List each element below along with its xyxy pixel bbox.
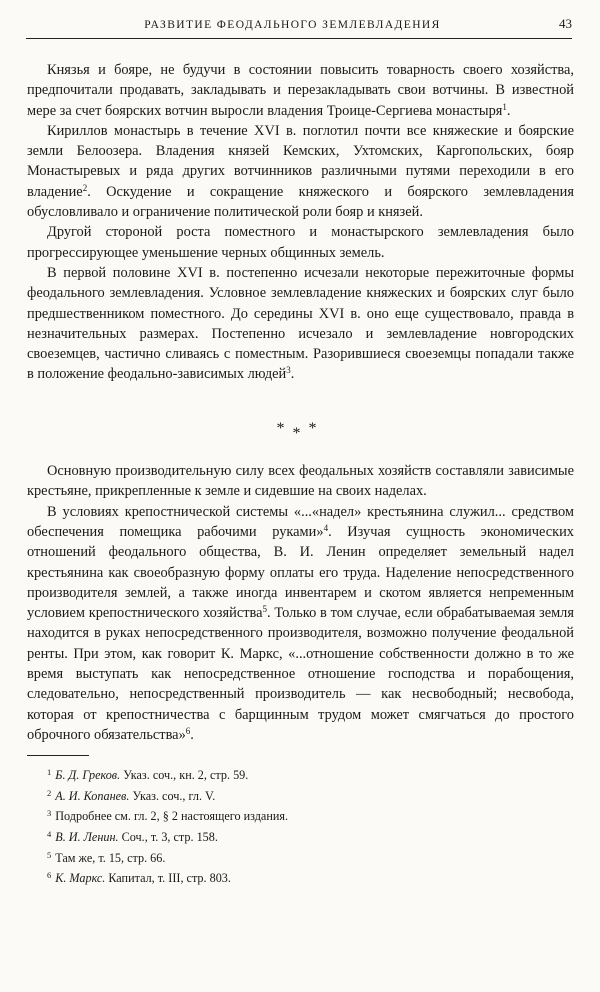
footnote: $^2$ А. И. Копанев. Указ. соч., гл. V. [47,787,216,803]
paragraph: Кириллов монастырь в течение XVI в. поглотил почти все княжеские и боярские земли Белоозера. Владения князей Кемских, Ухтомских, Каргопольских, бояр Монастыревых и ряда других вотчинников различными путями переходили в его владение$^2$. Оскудение и сокращение княжеского и боярского землевладения обусловливало и ограничение политической роли бояр и князей. [27,122,574,221]
paragraph: В условиях крепостнической системы «...«надел» крестьянина служил... средством обеспечения помещика рабочими руками»$^4$. Изучая сущность экономических отношений феодального общества, В. И. Ленин определяет земельный надел крестьянина как своеобразную форму оплаты его труда. Наделение непосредственного производителя землей, а также иногда инвентарем и скотом является непременным условием крепостнического хозяйства$^5$. Только в том случае, если обрабатываемая земля находится в руках непосредственного производителя, возможно получение феодальной ренты. При этом, как говорит К. Маркс, «...отношение собственности должно в то же время выступать как непосредственное отношение господства и порабощения, следовательно, непосредственный производитель — как несвободный; несвобода, которая от крепостничества с барщинным трудом может смягчаться до простого оброчного обязательства»$^6$. [27,503,574,743]
footnote: $^5$ Там же, т. 15, стр. 66. [47,849,166,865]
footnote-ref: 5 [262,604,267,615]
paragraph: Основную производительную силу всех феодальных хозяйств составляли зависимые крестьяне, прикрепленные к земле и сидевшие на своих наделах. [27,463,574,500]
paragraph: Князья и бояре, не будучи в состоянии повысить товарность своего хозяйства, предпочитали продавать, закладывать и перезакладывать свои вотчины. В известной мере за счет боярских вотчин выросли владения Троице-Сергиева монастыря$^1$. [27,62,574,119]
chapter-title: РАЗВИТИЕ ФЕОДАЛЬНОГО ЗЕМЛЕВЛАДЕНИЯ [144,19,441,31]
running-head [26,16,572,39]
page-number: 43 [559,16,572,31]
footnote: $^1$ Б. Д. Греков. Указ. соч., кн. 2, стр. 59. [47,767,249,783]
footnote-ref: 6 [185,725,191,736]
footnote: $^3$ Подробнее см. гл. 2, § 2 настоящего издания. [47,808,289,824]
footnote-ref: 2 [82,182,88,193]
paragraph: Другой стороной роста поместного и монастырского землевладения было прогрессирующее уменьшение черных общинных земель. [27,224,574,261]
body-text [27,60,574,888]
footnotes [27,764,574,888]
footnote: $^6$ К. Маркс. Капитал, т. III, стр. 803. [47,870,231,886]
footnote-divider [27,755,89,756]
paragraph: В первой половине XVI в. постепенно исчезали некоторые пережиточные формы феодального землевладения. Условное землевладение княжеских и боярских слуг было предшественником поместного. До середины XVI в. оно еще существовало, правда в незначительных размерах. Постепенно исчезало и землевладение новгородских своеземцев, частично сливаясь с поместным. Разорившиеся своеземцы попадали также в положение феодально-зависимых людей$^3$. [27,264,574,383]
footnote-ref: 3 [286,365,291,376]
footnote-ref: 1 [502,101,507,112]
footnote: $^4$ В. И. Ленин. Соч., т. 3, стр. 158. [47,828,218,844]
section-separator: *** [276,419,325,442]
footnote-ref: 4 [323,522,329,533]
